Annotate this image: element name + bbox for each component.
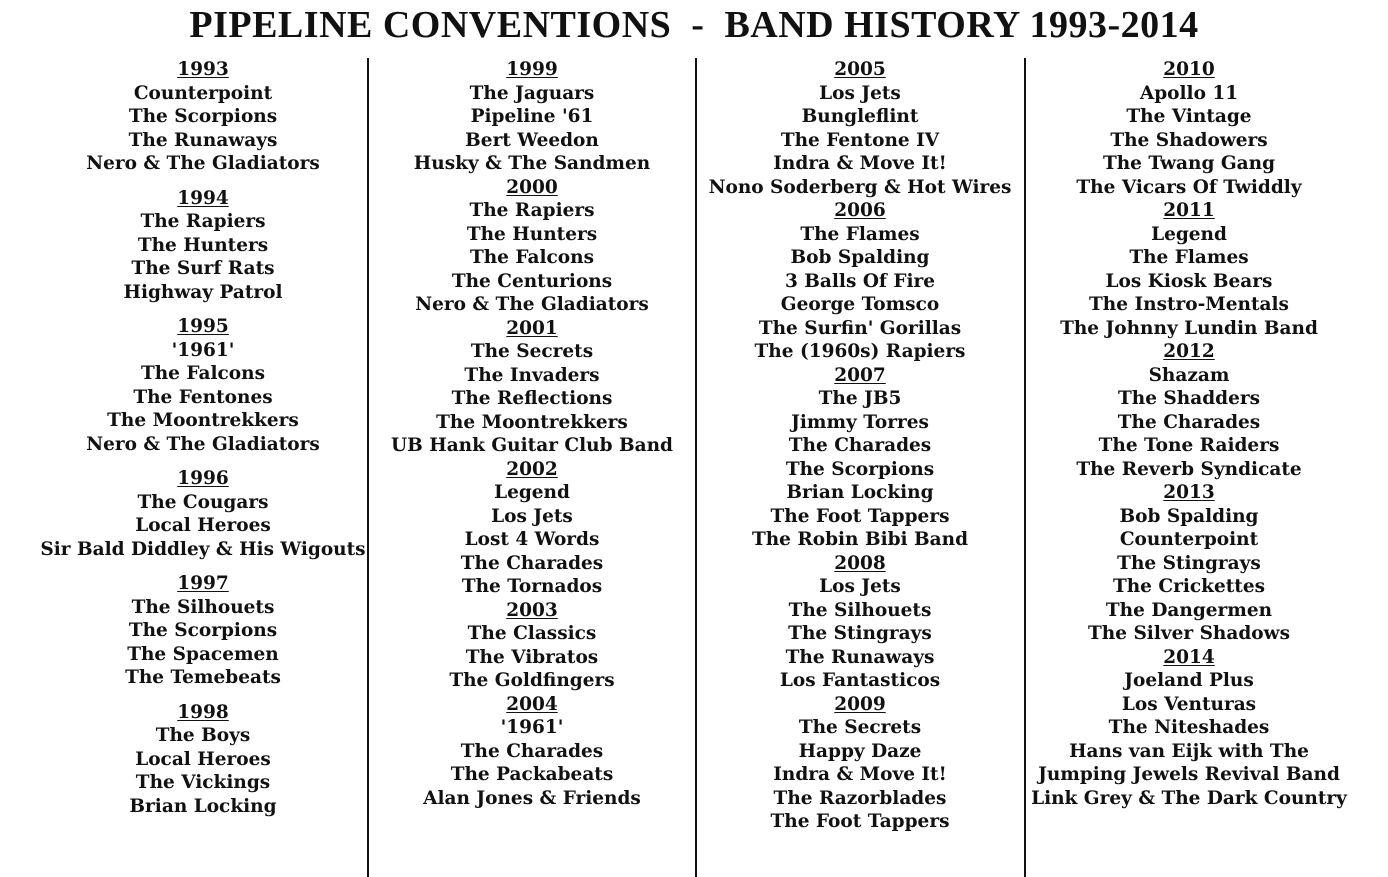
year-heading: 2013 [1163, 482, 1215, 503]
band-name: The Vicars Of Twiddly [1076, 176, 1302, 198]
column-1 [40, 58, 366, 818]
year-heading: 2000 [506, 176, 558, 198]
band-name: Jumping Jewels Revival Band [1038, 764, 1340, 785]
band-name: Legend [1151, 223, 1227, 245]
band-name: Brian Locking [129, 795, 277, 817]
band-name: The Vintage [1126, 106, 1252, 127]
year-block [370, 176, 694, 317]
year-block [698, 693, 1022, 834]
band-name: The Shadders [1117, 388, 1261, 409]
band-name: The Charades [460, 552, 604, 574]
year-heading: 1996 [177, 468, 229, 489]
band-name: Lost 4 Words [464, 529, 600, 550]
band-name: The Fentones [133, 386, 273, 408]
band-name: The Runaways [128, 129, 278, 151]
band-name: Bungleflint [801, 106, 919, 127]
band-name: Los Jets [819, 576, 901, 597]
year-block [370, 599, 694, 693]
year-heading: 2010 [1163, 59, 1215, 80]
band-name: 3 Balls Of Fire [784, 270, 936, 292]
year-block [40, 58, 366, 176]
year-block [1027, 340, 1351, 481]
year-heading: 2002 [506, 458, 558, 480]
band-name: Bob Spalding [790, 247, 930, 268]
year-block [370, 317, 694, 458]
year-block [698, 364, 1022, 552]
band-name: The Surf Rats [131, 258, 275, 279]
band-name: Nero & The Gladiators [86, 153, 320, 174]
band-name: The Scorpions [128, 106, 278, 127]
year-block [370, 693, 694, 811]
band-name: Nono Soderberg & Hot Wires [708, 176, 1012, 198]
band-name: Los Jets [491, 505, 573, 527]
band-name: The Tornados [461, 576, 603, 597]
band-name: The Charades [460, 740, 604, 762]
year-heading: 2006 [834, 200, 886, 221]
band-name: Los Kiosk Bears [1105, 270, 1273, 292]
year-heading: 2005 [834, 59, 886, 80]
band-name: Nero & The Gladiators [415, 294, 649, 315]
page-title: PIPELINE CONVENTIONS - BAND HISTORY 1993-2014 [189, 4, 1199, 46]
year-heading: 1995 [177, 316, 229, 337]
band-name: The Rapiers [140, 211, 266, 232]
band-name: Los Fantasticos [779, 670, 941, 691]
band-name: Counterpoint [1119, 529, 1259, 550]
column-3 [698, 58, 1022, 834]
band-name: Bert Weedon [465, 129, 599, 151]
year-heading: 1997 [177, 573, 229, 594]
year-block [370, 58, 694, 176]
band-name: The Crickettes [1112, 576, 1266, 597]
band-name: Pipeline '61 [470, 106, 594, 127]
band-name: Jimmy Torres [791, 411, 929, 433]
band-name: Local Heroes [135, 515, 271, 536]
band-name: The Packabeats [450, 764, 614, 785]
year-block [1027, 481, 1351, 646]
band-name: The Fentone IV [780, 129, 940, 151]
band-name: The Foot Tappers [770, 811, 950, 832]
band-name: Happy Daze [798, 740, 922, 762]
band-name: The Spacemen [127, 643, 279, 665]
band-name: The Hunters [137, 234, 269, 256]
band-name: The Rapiers [469, 200, 595, 221]
band-name: The Temebeats [125, 667, 281, 688]
band-name: The Razorblades [773, 787, 947, 809]
band-name: Legend [494, 482, 570, 503]
band-name: The JB5 [818, 388, 902, 409]
year-block [40, 701, 366, 819]
band-name: The Stingrays [788, 623, 932, 644]
band-name: The Secrets [798, 717, 922, 738]
band-name: Counterpoint [133, 82, 273, 104]
band-name: The Niteshades [1108, 717, 1270, 738]
band-name: The Charades [788, 435, 932, 456]
band-name: The Reverb Syndicate [1076, 458, 1302, 480]
year-heading: 2008 [834, 552, 886, 574]
band-name: The Boys [155, 725, 251, 746]
year-heading: 2004 [506, 693, 558, 715]
band-name: The Jaguars [469, 82, 595, 104]
band-name: The Stingrays [1117, 552, 1261, 574]
band-name: Alan Jones & Friends [423, 787, 641, 809]
year-heading: 1999 [506, 59, 558, 80]
band-name: The Cougars [137, 491, 269, 513]
year-heading: 2001 [506, 317, 558, 339]
year-block [40, 572, 366, 690]
band-name: The Secrets [470, 341, 594, 362]
band-name: The Flames [800, 223, 920, 245]
year-block [1027, 58, 1351, 199]
year-block [40, 315, 366, 456]
year-block [698, 58, 1022, 199]
band-name: UB Hank Guitar Club Band [391, 435, 673, 456]
band-name: The Foot Tappers [770, 505, 950, 527]
column-divider [695, 58, 697, 877]
band-name: The Flames [1129, 247, 1249, 268]
band-name: The Centurions [451, 270, 613, 292]
band-name: '1961' [500, 717, 564, 738]
band-name: The Silhouets [131, 596, 275, 618]
band-name: The Reflections [451, 388, 613, 409]
band-name: Local Heroes [135, 748, 271, 770]
band-name: '1961' [171, 339, 235, 361]
column-divider [367, 58, 369, 877]
band-name: Los Venturas [1121, 693, 1257, 715]
column-4 [1027, 58, 1351, 810]
band-name: Link Grey & The Dark Country [1031, 787, 1347, 809]
band-name: Indra & Move It! [773, 153, 947, 174]
band-name: Brian Locking [786, 482, 934, 503]
year-block [1027, 646, 1351, 811]
year-heading: 1993 [177, 59, 229, 80]
band-name: The Silver Shadows [1088, 623, 1290, 644]
year-heading: 2003 [506, 599, 558, 621]
band-name: Indra & Move It! [773, 764, 947, 785]
year-heading: 1998 [177, 701, 229, 723]
band-name: Husky & The Sandmen [413, 153, 651, 174]
band-name: The Johnny Lundin Band [1060, 317, 1318, 339]
year-block [370, 458, 694, 599]
band-name: The Vibratos [465, 646, 599, 668]
band-name: George Tomsco [780, 294, 940, 315]
year-block [40, 467, 366, 561]
band-name: The Tone Raiders [1098, 435, 1280, 456]
year-block [698, 199, 1022, 364]
year-block [698, 552, 1022, 693]
band-name: The Falcons [469, 247, 595, 268]
band-name: The Moontrekkers [436, 411, 628, 433]
band-name: The Falcons [140, 363, 266, 384]
band-name: The Vickings [135, 772, 271, 793]
band-name: Nero & The Gladiators [86, 433, 320, 455]
band-name: Joeland Plus [1124, 670, 1254, 691]
band-name: The Invaders [464, 364, 600, 386]
band-name: Sir Bald Diddley & His Wigouts [40, 538, 366, 560]
band-name: The Goldfingers [449, 670, 615, 691]
band-name: The Charades [1117, 411, 1261, 433]
band-name: Highway Patrol [123, 281, 283, 303]
band-name: The Twang Gang [1102, 153, 1276, 174]
band-name: The Silhouets [788, 599, 932, 621]
band-name: The Dangermen [1105, 599, 1273, 621]
band-name: The Hunters [466, 223, 598, 245]
band-name: The Scorpions [128, 620, 278, 641]
year-heading: 2012 [1163, 341, 1215, 362]
year-heading: 2011 [1163, 200, 1215, 221]
year-block [40, 187, 366, 305]
band-name: Los Jets [819, 82, 901, 104]
year-heading: 1994 [177, 187, 229, 209]
year-heading: 2014 [1163, 646, 1215, 668]
band-name: The Moontrekkers [107, 410, 299, 431]
year-heading: 2009 [834, 693, 886, 715]
band-name: The Surfin' Gorillas [758, 317, 962, 339]
band-name: Apollo 11 [1139, 82, 1239, 104]
band-name: Hans van Eijk with The [1069, 740, 1309, 762]
band-name: The Classics [467, 623, 597, 644]
band-name: The Runaways [785, 646, 935, 668]
column-2 [370, 58, 694, 810]
band-name: Bob Spalding [1119, 505, 1259, 527]
band-name: The Shadowers [1110, 129, 1268, 151]
band-name: The Robin Bibi Band [751, 529, 969, 550]
band-name: The (1960s) Rapiers [754, 341, 966, 362]
year-block [1027, 199, 1351, 340]
column-divider [1024, 58, 1026, 877]
band-name: The Instro-Mentals [1089, 294, 1289, 315]
year-heading: 2007 [834, 364, 886, 386]
band-name: The Scorpions [785, 458, 935, 480]
band-name: Shazam [1148, 364, 1230, 386]
